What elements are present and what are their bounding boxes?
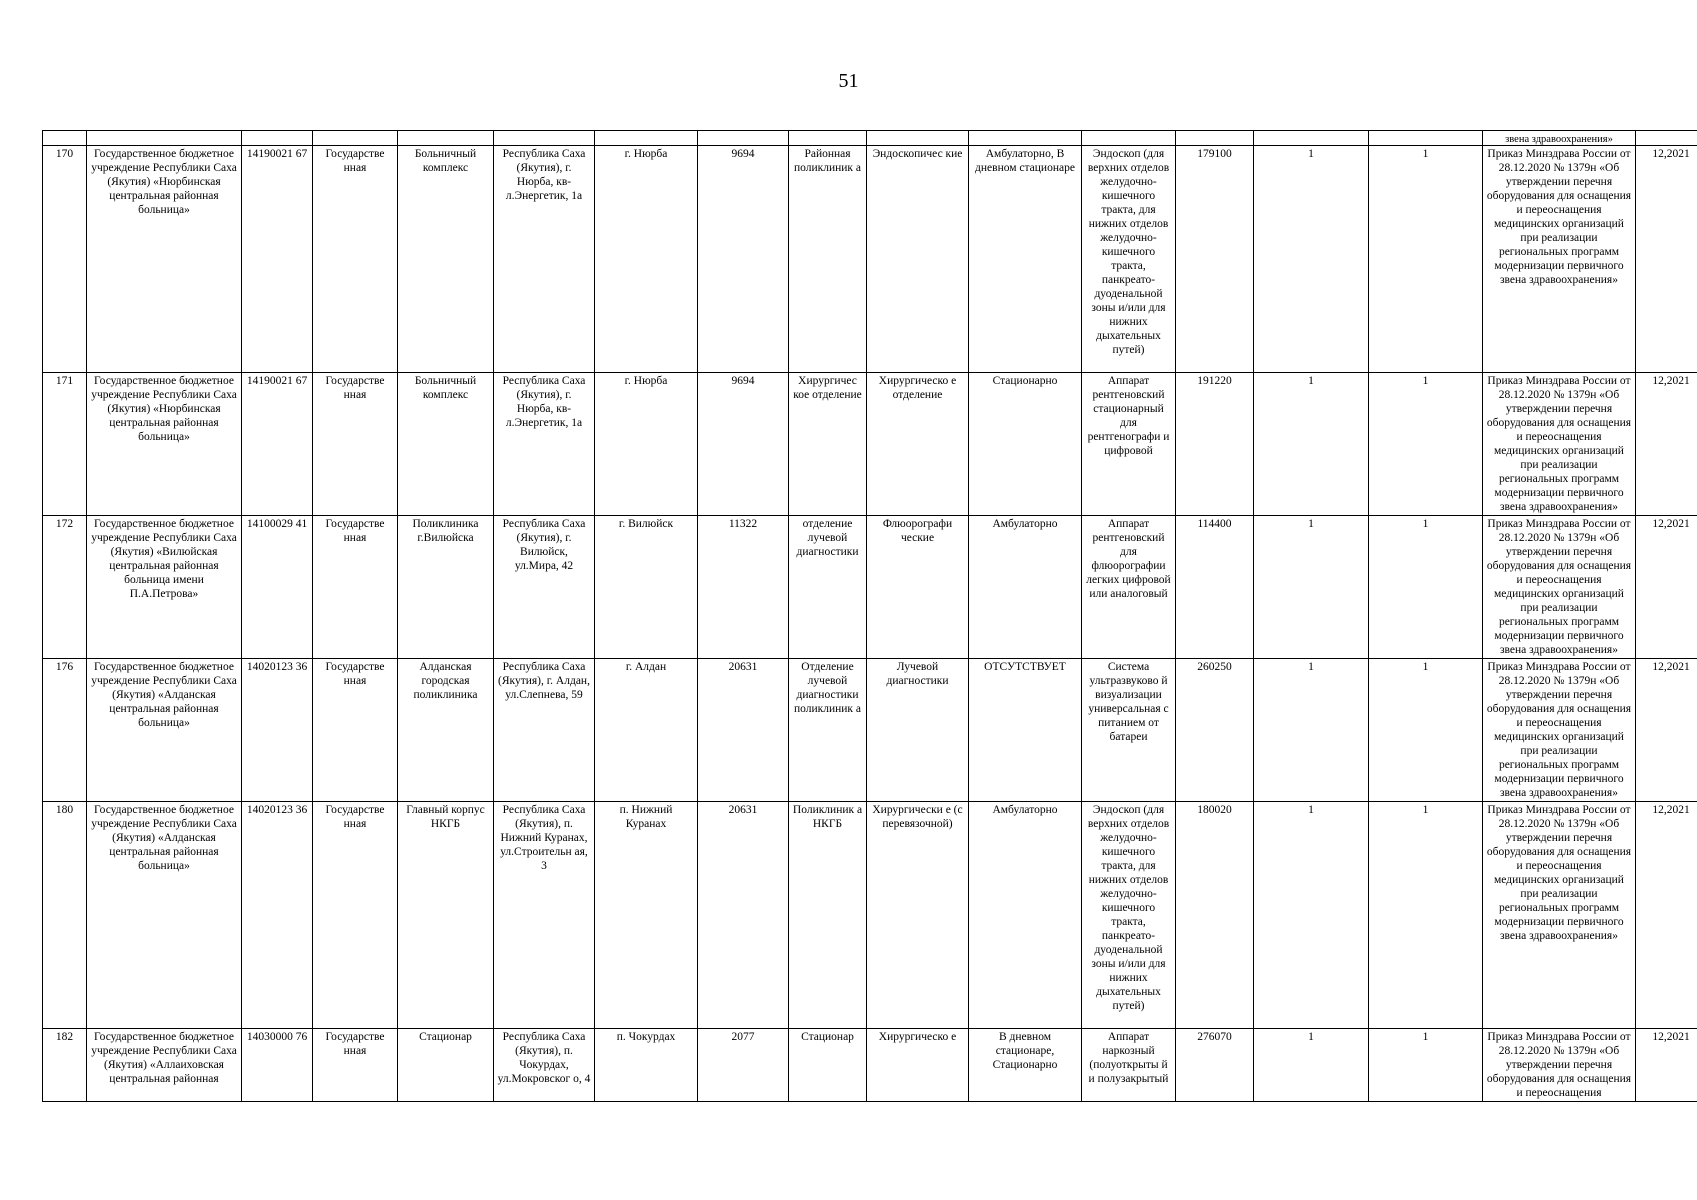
quantity-1: 1 xyxy=(1254,146,1369,373)
ownership-type: Государстве нная xyxy=(313,516,398,659)
quantity-1: 1 xyxy=(1254,802,1369,1029)
price: 191220 xyxy=(1176,373,1254,516)
legal-basis: Приказ Минздрава России от 28.12.2020 № 1379н «Об утверждении перечня оборудования для оснащения и переоснащения медицинских организаций при реализации региональных программ модернизации первичного звена здравоохранения» xyxy=(1483,146,1636,373)
table-row xyxy=(43,146,1697,373)
address: Республика Саха (Якутия), г. Алдан, ул.Слепнева, 59 xyxy=(494,659,595,802)
price: 180020 xyxy=(1176,802,1254,1029)
cell xyxy=(494,131,595,146)
page-number: 51 xyxy=(838,70,859,92)
date: 12,2021 xyxy=(1636,1029,1697,1102)
equipment: Эндоскоп (для верхних отделов желудочно-кишечного тракта, для нижних отделов желудочно-кишечного тракта, панкреато-дуоденальной зоны и/или для нижних дыхательных путей) xyxy=(1082,146,1176,373)
equipment-table xyxy=(42,130,1697,1102)
ownership-type: Государстве нная xyxy=(313,1029,398,1102)
address: Республика Саха (Якутия), п. Чокурдах, ул.Мокровског о, 4 xyxy=(494,1029,595,1102)
unit: Хирургичес кое отделение xyxy=(789,373,867,516)
facility: Главный корпус НКГБ xyxy=(398,802,494,1029)
address: Республика Саха (Якутия), г. Нюрба, кв-л.Энергетик, 1а xyxy=(494,373,595,516)
legal-basis: Приказ Минздрава России от 28.12.2020 № 1379н «Об утверждении перечня оборудования для оснащения и переоснащения xyxy=(1483,1029,1636,1102)
locality: г. Вилюйск xyxy=(595,516,698,659)
department: Лучевой диагностики xyxy=(867,659,969,802)
organization: Государственное бюджетное учреждение Республики Саха (Якутия) «Алданская центральная районная больница» xyxy=(87,802,242,1029)
quantity-2: 1 xyxy=(1369,373,1483,516)
ownership-type: Государстве нная xyxy=(313,146,398,373)
organization: Государственное бюджетное учреждение Республики Саха (Якутия) «Вилюйская центральная районная больница имени П.А.Петрова» xyxy=(87,516,242,659)
address: Республика Саха (Якутия), г. Нюрба, кв-л.Энергетик, 1а xyxy=(494,146,595,373)
ownership-type: Государстве нная xyxy=(313,373,398,516)
equipment: Аппарат рентгеновский для флюорографии легких цифровой или аналоговый xyxy=(1082,516,1176,659)
table-row xyxy=(43,373,1697,516)
table-row xyxy=(43,802,1697,1029)
facility: Поликлиника г.Вилюйска xyxy=(398,516,494,659)
row-number: 182 xyxy=(43,1029,87,1102)
quantity-2: 1 xyxy=(1369,659,1483,802)
equipment: Аппарат рентгеновский стационарный для рентгенографи и цифровой xyxy=(1082,373,1176,516)
row-number: 176 xyxy=(43,659,87,802)
equipment: Эндоскоп (для верхних отделов желудочно-кишечного тракта, для нижних отделов желудочно-кишечного тракта, панкреато-дуоденальной зоны и/или для нижних дыхательных путей) xyxy=(1082,802,1176,1029)
org-code: 14020123 36 xyxy=(242,802,313,1029)
department: Хирургическо е xyxy=(867,1029,969,1102)
cell xyxy=(867,131,969,146)
facility: Стационар xyxy=(398,1029,494,1102)
date: 12,2021 xyxy=(1636,373,1697,516)
organization: Государственное бюджетное учреждение Республики Саха (Якутия) «Алданская центральная районная больница» xyxy=(87,659,242,802)
department: Флюорографи ческие xyxy=(867,516,969,659)
quantity-1: 1 xyxy=(1254,516,1369,659)
org-code: 14020123 36 xyxy=(242,659,313,802)
population: 2077 xyxy=(698,1029,789,1102)
date: 12,2021 xyxy=(1636,516,1697,659)
address: Республика Саха (Якутия), г. Вилюйск, ул.Мира, 42 xyxy=(494,516,595,659)
facility: Больничный комплекс xyxy=(398,373,494,516)
continuation-row xyxy=(43,131,1697,146)
cell xyxy=(242,131,313,146)
unit: Стационар xyxy=(789,1029,867,1102)
row-number: 170 xyxy=(43,146,87,373)
quantity-1: 1 xyxy=(1254,373,1369,516)
population: 9694 xyxy=(698,146,789,373)
org-code: 14190021 67 xyxy=(242,146,313,373)
locality: г. Нюрба xyxy=(595,373,698,516)
department: Эндоскопичес кие xyxy=(867,146,969,373)
legal-basis: Приказ Минздрава России от 28.12.2020 № 1379н «Об утверждении перечня оборудования для оснащения и переоснащения медицинских организаций при реализации региональных программ модернизации первичного звена здравоохранения» xyxy=(1483,516,1636,659)
cell xyxy=(1082,131,1176,146)
basis-continuation: звена здравоохранения» xyxy=(1483,131,1636,146)
table-row xyxy=(43,659,1697,802)
equipment: Аппарат наркозный (полуоткрыты й и полузакрытый xyxy=(1082,1029,1176,1102)
row-number: 171 xyxy=(43,373,87,516)
department: Хирургическо е отделение xyxy=(867,373,969,516)
cell xyxy=(398,131,494,146)
price: 260250 xyxy=(1176,659,1254,802)
quantity-1: 1 xyxy=(1254,1029,1369,1102)
population: 11322 xyxy=(698,516,789,659)
quantity-2: 1 xyxy=(1369,516,1483,659)
date: 12,2021 xyxy=(1636,659,1697,802)
cell xyxy=(969,131,1082,146)
facility: Больничный комплекс xyxy=(398,146,494,373)
price: 114400 xyxy=(1176,516,1254,659)
unit: Отделение лучевой диагностики поликлиник а xyxy=(789,659,867,802)
care-conditions: ОТСУТСТВУЕТ xyxy=(969,659,1082,802)
population: 20631 xyxy=(698,659,789,802)
organization: Государственное бюджетное учреждение Республики Саха (Якутия) «Нюрбинская центральная районная больница» xyxy=(87,146,242,373)
cell xyxy=(1369,131,1483,146)
quantity-2: 1 xyxy=(1369,802,1483,1029)
row-number: 172 xyxy=(43,516,87,659)
table-row xyxy=(43,1029,1697,1102)
care-conditions: Амбулаторно, В дневном стационаре xyxy=(969,146,1082,373)
ownership-type: Государстве нная xyxy=(313,659,398,802)
legal-basis: Приказ Минздрава России от 28.12.2020 № 1379н «Об утверждении перечня оборудования для оснащения и переоснащения медицинских организаций при реализации региональных программ модернизации первичного звена здравоохранения» xyxy=(1483,659,1636,802)
ownership-type: Государстве нная xyxy=(313,802,398,1029)
cell xyxy=(313,131,398,146)
care-conditions: Амбулаторно xyxy=(969,516,1082,659)
table-row xyxy=(43,516,1697,659)
locality: п. Чокурдах xyxy=(595,1029,698,1102)
unit: Поликлиник а НКГБ xyxy=(789,802,867,1029)
department: Хирургически е (с перевязочной) xyxy=(867,802,969,1029)
date: 12,2021 xyxy=(1636,146,1697,373)
care-conditions: Стационарно xyxy=(969,373,1082,516)
org-code: 14100029 41 xyxy=(242,516,313,659)
row-number: 180 xyxy=(43,802,87,1029)
quantity-2: 1 xyxy=(1369,146,1483,373)
locality: г. Алдан xyxy=(595,659,698,802)
cell xyxy=(789,131,867,146)
cell xyxy=(1636,131,1697,146)
cell xyxy=(1254,131,1369,146)
cell xyxy=(1176,131,1254,146)
date: 12,2021 xyxy=(1636,802,1697,1029)
address: Республика Саха (Якутия), п. Нижний Куранах, ул.Строительн ая, 3 xyxy=(494,802,595,1029)
population: 9694 xyxy=(698,373,789,516)
org-code: 14190021 67 xyxy=(242,373,313,516)
price: 276070 xyxy=(1176,1029,1254,1102)
cell xyxy=(43,131,87,146)
facility: Алданская городская поликлиника xyxy=(398,659,494,802)
locality: г. Нюрба xyxy=(595,146,698,373)
organization: Государственное бюджетное учреждение Республики Саха (Якутия) «Нюрбинская центральная районная больница» xyxy=(87,373,242,516)
care-conditions: Амбулаторно xyxy=(969,802,1082,1029)
unit: Районная поликлиник а xyxy=(789,146,867,373)
cell xyxy=(595,131,698,146)
cell xyxy=(87,131,242,146)
population: 20631 xyxy=(698,802,789,1029)
cell xyxy=(698,131,789,146)
equipment: Система ультразвуково й визуализации универсальная с питанием от батареи xyxy=(1082,659,1176,802)
quantity-1: 1 xyxy=(1254,659,1369,802)
locality: п. Нижний Куранах xyxy=(595,802,698,1029)
organization: Государственное бюджетное учреждение Республики Саха (Якутия) «Аллаиховская центральная районная xyxy=(87,1029,242,1102)
legal-basis: Приказ Минздрава России от 28.12.2020 № 1379н «Об утверждении перечня оборудования для оснащения и переоснащения медицинских организаций при реализации региональных программ модернизации первичного звена здравоохранения» xyxy=(1483,802,1636,1029)
unit: отделение лучевой диагностики xyxy=(789,516,867,659)
price: 179100 xyxy=(1176,146,1254,373)
org-code: 14030000 76 xyxy=(242,1029,313,1102)
quantity-2: 1 xyxy=(1369,1029,1483,1102)
care-conditions: В дневном стационаре, Стационарно xyxy=(969,1029,1082,1102)
legal-basis: Приказ Минздрава России от 28.12.2020 № 1379н «Об утверждении перечня оборудования для оснащения и переоснащения медицинских организаций при реализации региональных программ модернизации первичного звена здравоохранения» xyxy=(1483,373,1636,516)
